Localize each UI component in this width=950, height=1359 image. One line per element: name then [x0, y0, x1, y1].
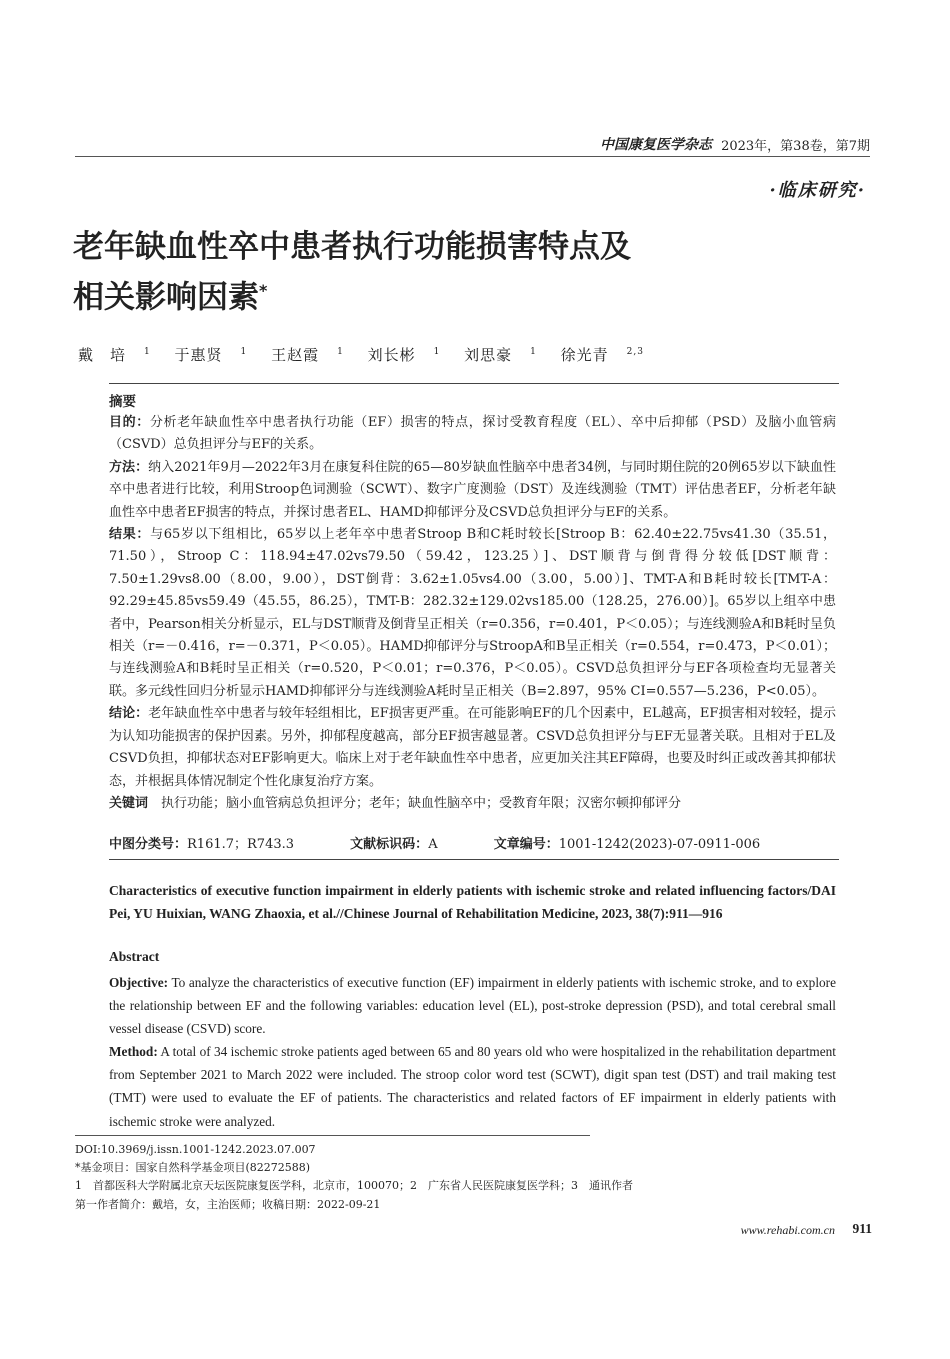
- conclusion-label: 结论：: [109, 706, 149, 722]
- article-code: [494, 837, 786, 852]
- fund-note: *基金项目：国家自然科学基金项目(82272588): [75, 1161, 311, 1175]
- abstract-bottom-rule: [109, 859, 839, 860]
- title-line-1: 老年缺血性卒中患者执行功能损害特点及: [73, 229, 631, 265]
- title-footnote-mark: *: [259, 281, 268, 300]
- keywords-label: 关键词: [109, 795, 149, 811]
- english-abstract-body: [109, 971, 836, 1133]
- footnote-rule: [75, 1135, 590, 1136]
- author-name: 徐光青: [560, 346, 609, 364]
- journal-name: 中国康复医学杂志: [600, 137, 712, 153]
- author: [271, 346, 344, 364]
- author-affil: 1: [144, 347, 151, 357]
- author-name: 于惠贤: [174, 346, 223, 364]
- result-label: 结果：: [109, 527, 151, 543]
- doc-code: [350, 837, 463, 852]
- english-abstract-heading: Abstract: [109, 949, 160, 964]
- article-label: 文章编号：: [493, 837, 559, 852]
- result-text: 与65岁以下组相比，65岁以上老年卒中患者Stroop B和C耗时较长[Stroop B：62.40±22.75vs41.30（35.51，71.50），Stroop C：118.94±47.02vs79.50（59.42，123.25）]、DST顺背与倒背得分较低[DST顺背：7.50±1.29vs8.00（8.00，9.00），DST倒背：3.62±1.05vs4.00（3.00，5.00）]、TMT-A和B耗时较长[TMT-A：92.29±45.85vs59.49（45.55，86.25），TMT-B：282.32±129.02vs185.00（128.25，276.00）]。65岁以上组卒中患者中，Pearson相关分析显示，EL与DST顺背及倒背呈正相关（r=0.356，r=0.401，P＜0.05）；与连线测验A和B耗时呈负相关（r=－0.416，r=－0.371，P＜0.05）。HAMD抑郁评分与StroopA和B呈正相关（r=0.554，r=0.473，P＜0.01）；与连线测验A和B耗时呈正相关（r=0.520，P＜0.01；r=0.376，P＜0.05）。CSVD总负担评分与EF各项检查均无显著关联。多元线性回归分析显示HAMD抑郁评分与连线测验A耗时呈正相关（B=2.897，95% CI=0.557—5.236，P<0.05）。: [109, 527, 836, 699]
- clc-value: R161.7；R743.3: [187, 837, 295, 852]
- author-affil: 1: [337, 347, 344, 357]
- clc-code: [109, 837, 320, 852]
- doi: DOI:10.3969/j.issn.1001-1242.2023.07.007: [75, 1143, 316, 1156]
- english-objective-label: Objective:: [109, 975, 169, 990]
- abstract-method: [109, 457, 836, 524]
- conclusion-text: 老年缺血性卒中患者与较年轻组相比，EF损害更严重。在可能影响EF的几个因素中，EL越高，EF损害相对较轻，提示为认知功能损害的保护因素。另外，抑郁程度越高，部分EF损害越显著。CSVD总负担评分与EF无显著关联。且相对于EL及CSVD负担，抑郁状态对EF影响更大。临床上对于老年缺血性卒中患者，应更加关注其EF障碍，也要及时纠正或改善其抑郁状态，并根据具体情况制定个性化康复治疗方案。: [109, 706, 836, 789]
- abstract-keywords: [109, 793, 836, 815]
- running-header: [75, 134, 870, 157]
- author: [368, 346, 441, 364]
- author-affil: 1: [433, 347, 441, 357]
- title-line-2-text: 相关影响因素: [73, 279, 259, 316]
- author: [561, 346, 644, 364]
- method-label: 方法：: [109, 459, 149, 475]
- doccode-label: 文献标识码：: [350, 837, 429, 852]
- footnotes: [75, 1141, 855, 1214]
- doccode-value: A: [428, 837, 438, 852]
- abstract-heading: 摘要: [109, 394, 136, 410]
- method-text: 纳入2021年9月—2022年3月在康复科住院的65—80岁缺血性脑卒中患者34例，与同时期住院的20例65岁以下缺血性卒中患者进行比较，利用Stroop色词测验（SCWT）、数字广度测验（DST）及连线测验（TMT）评估患者EF，分析老年缺血性卒中患者EF损害的特点，并探讨患者EL、HAMD抑郁评分及CSVD总负担评分与EF的关系。: [109, 459, 836, 520]
- english-method-label: Method:: [109, 1044, 158, 1060]
- title-line-2: [73, 269, 873, 319]
- author-name: 刘长彬: [367, 346, 416, 364]
- page-number: 911: [852, 1221, 872, 1236]
- author-list: [78, 344, 662, 365]
- author-name: 戴 培: [78, 346, 127, 364]
- author-info-note: 第一作者简介：戴培，女，主治医师；收稿日期：2022-09-21: [75, 1197, 381, 1211]
- objective-label: 目的：: [109, 415, 150, 430]
- clc-label: 中图分类号：: [109, 837, 188, 852]
- english-method-text: A total of 34 ischemic stroke patients aged between 65 and 80 years old who were hospitalized in the rehabilitation department from September 2021 to March 2022 were included. The stroop color word test (SCWT), digit span test (DST) and trail making test (TMT) were used to evaluate the EF of patients. The characteristics and related factors of EF impairment in elderly patients with ischemic stroke were analyzed.: [109, 1044, 836, 1129]
- author: [175, 346, 248, 364]
- article-title: [73, 226, 873, 319]
- english-objective-text: To analyze the characteristics of executive function (EF) impairment in elderly patients with ischemic stroke, and to explore the relationship between EF and the following variables: education level (EL), post-stroke depression (PSD), and total cerebral small vessel disease (CSVD) score.: [109, 975, 836, 1037]
- author-name: 刘思豪: [464, 346, 513, 364]
- objective-text: 分析老年缺血性卒中患者执行功能（EF）损害的特点，探讨受教育程度（EL）、卒中后抑郁（PSD）及脑小血管病（CSVD）总负担评分与EF的关系。: [109, 415, 836, 453]
- issue-info: 2023年，第38卷，第7期: [721, 139, 870, 154]
- classification-line: [109, 833, 836, 852]
- author-affil: 1: [240, 347, 248, 357]
- english-method: [109, 1040, 836, 1132]
- abstract-conclusion: [109, 703, 836, 793]
- english-objective: [109, 971, 836, 1040]
- abstract-cn-body: [109, 412, 836, 815]
- author: [464, 346, 537, 364]
- author-affil: 1: [530, 347, 537, 357]
- author: [78, 346, 151, 364]
- journal-website: www.rehabi.com.cn: [740, 1223, 835, 1237]
- abstract-top-rule: [109, 383, 839, 384]
- keywords-text: 执行功能；脑小血管病总负担评分；老年；缺血性脑卒中；受教育年限；汉密尔顿抑郁评分: [161, 795, 682, 811]
- abstract-result: [109, 524, 836, 703]
- english-title: Characteristics of executive function impairment in elderly patients with ischemic stroke and related influencing factors/DAI Pei, YU Huixian, WANG Zhaoxia, et al.//Chinese Journal of Rehabilitation Medicine, 2023, 38(7):911—916: [109, 883, 836, 921]
- affiliation-note: 1 首都医科大学附属北京天坛医院康复医学科，北京市，100070；2 广东省人民医院康复医学科；3 通讯作者: [75, 1179, 633, 1193]
- author-name: 王赵霞: [271, 346, 320, 364]
- article-value: 1001-1242(2023)-07-0911-006: [558, 837, 761, 852]
- abstract-objective: [109, 412, 836, 457]
- section-label: ·临床研究·: [769, 180, 866, 201]
- author-affil: 2,3: [626, 347, 644, 357]
